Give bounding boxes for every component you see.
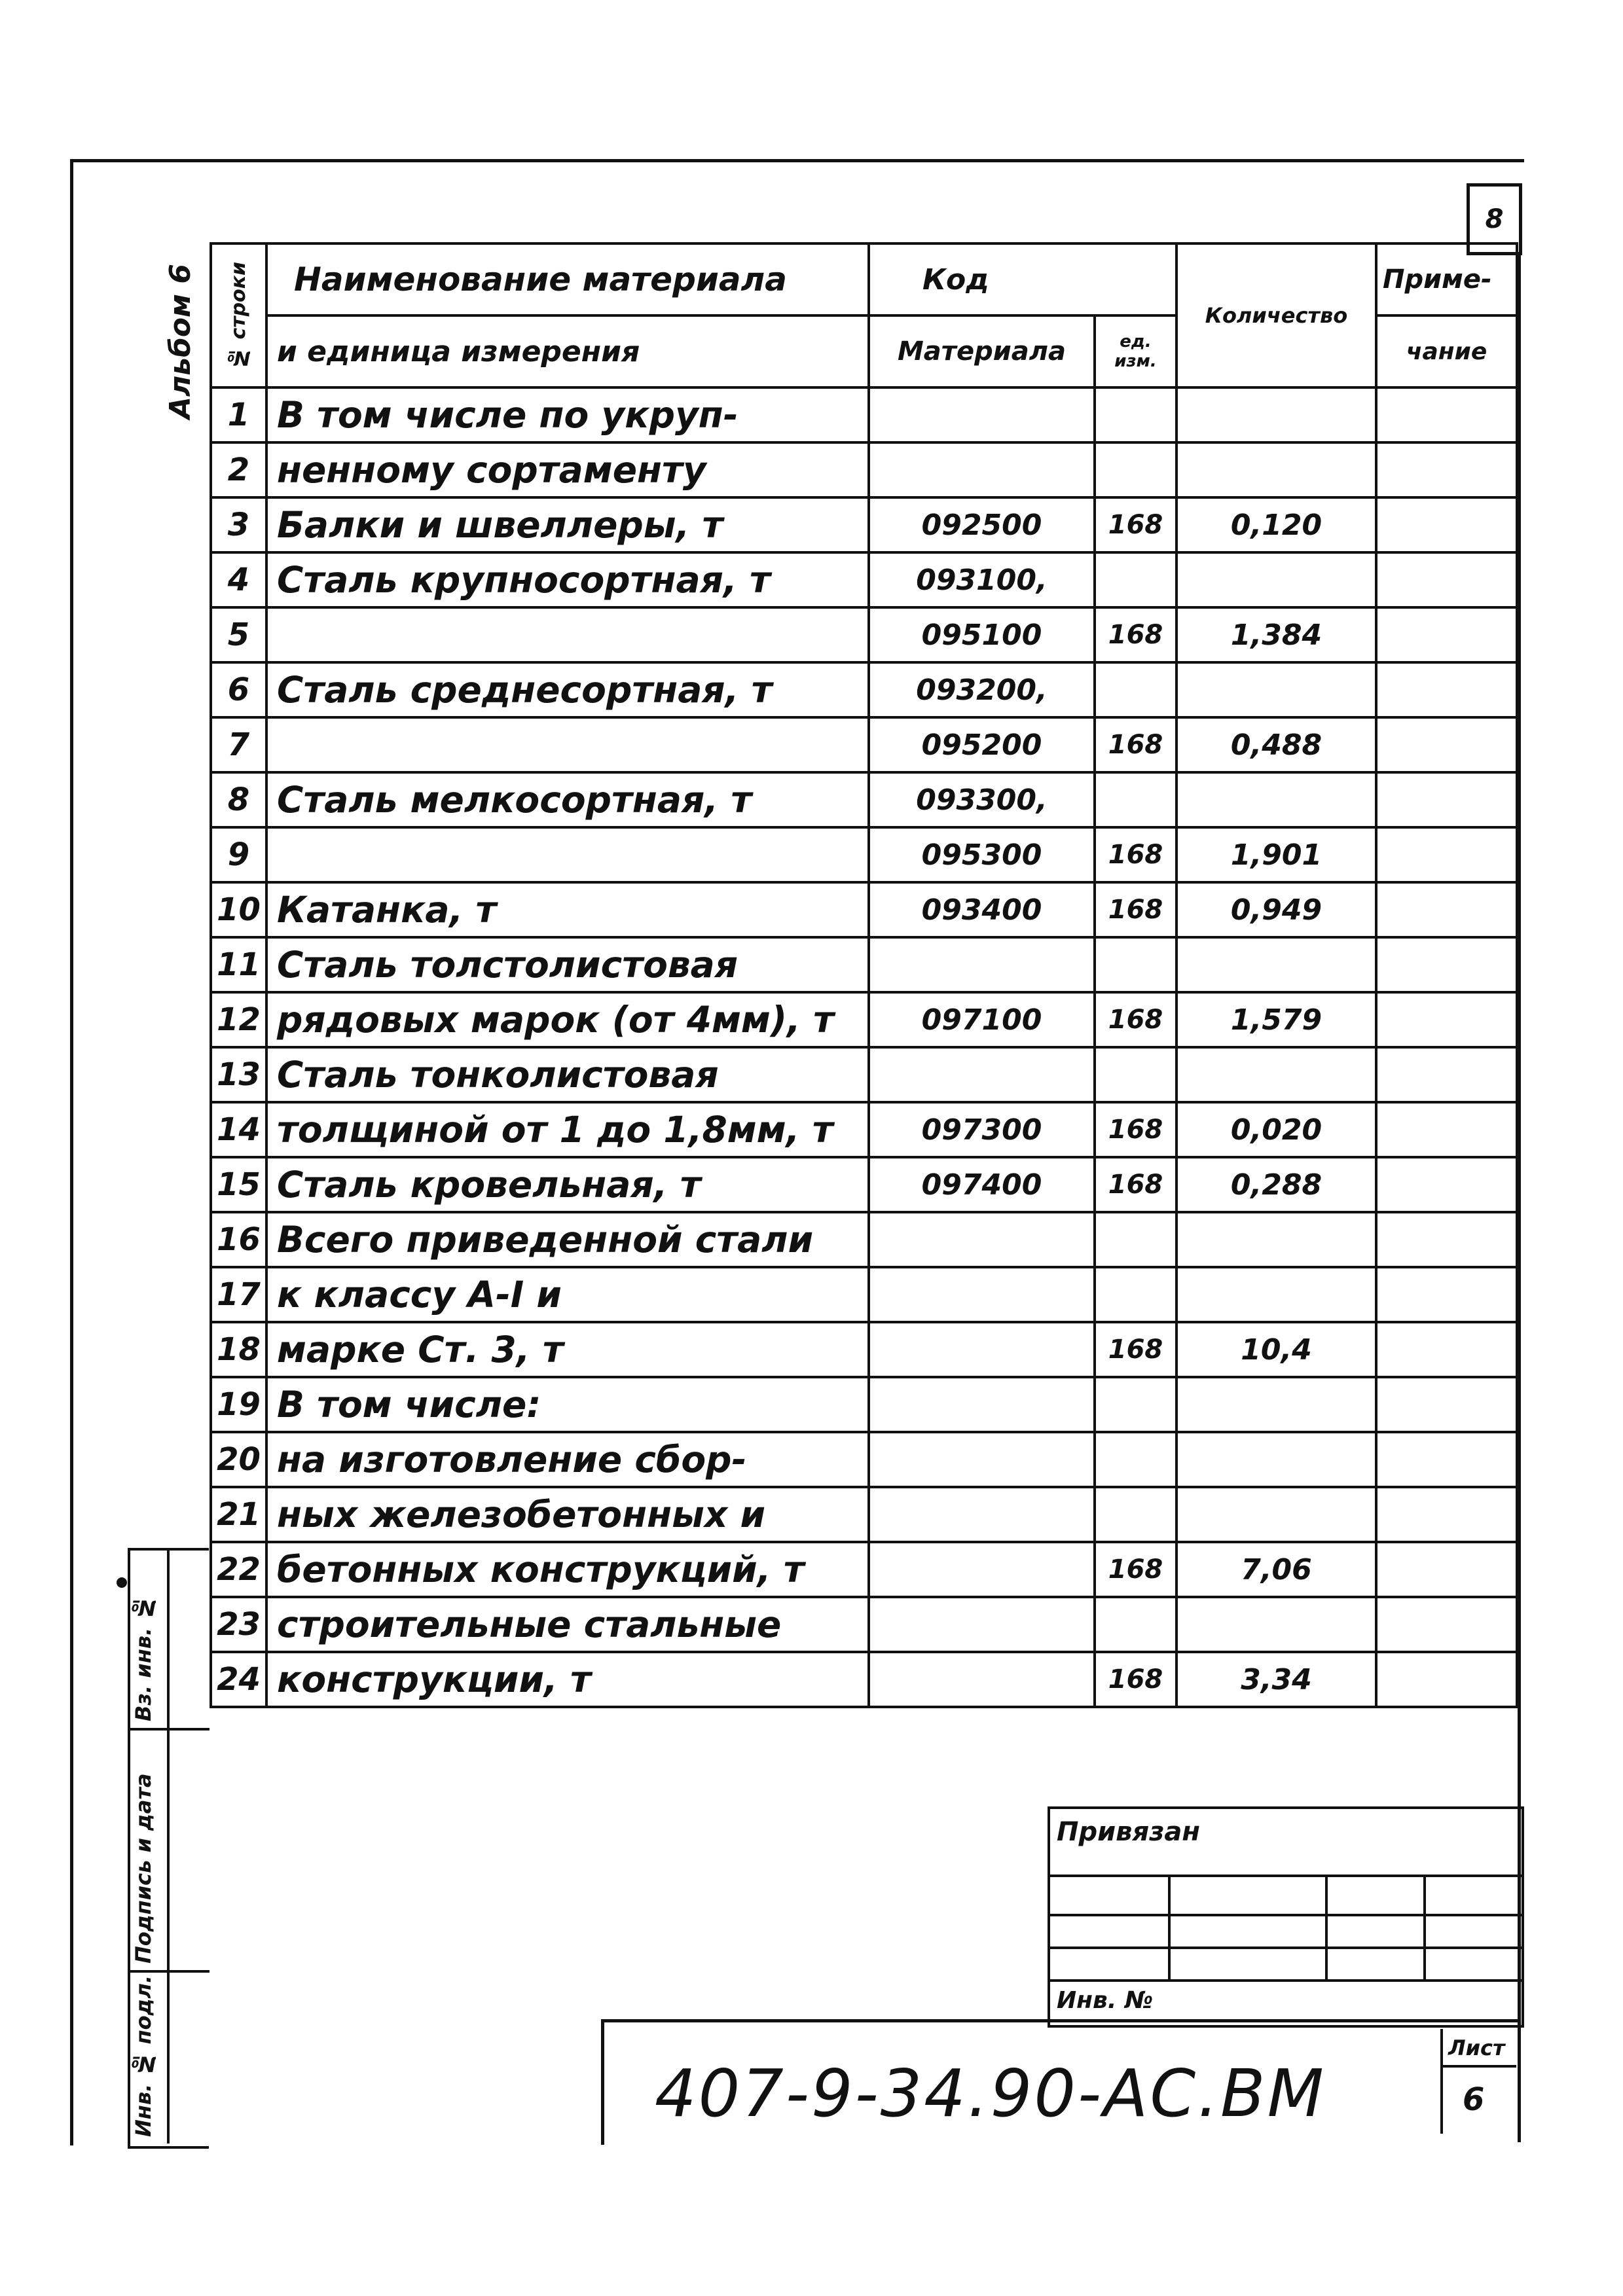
material-name-cell: Всего приведенной стали [266, 1212, 869, 1267]
privyazan-line-4 [1050, 1979, 1522, 1982]
row-number-cell: 21 [211, 1487, 266, 1542]
material-code-cell: 093100, [869, 552, 1095, 607]
row-number-cell: 1 [211, 387, 266, 442]
row-number-cell: 17 [211, 1267, 266, 1322]
material-name-cell: конструкции, т [266, 1652, 869, 1707]
table-row [211, 1322, 1517, 1377]
unit-code-cell: 168 [1095, 1322, 1176, 1377]
material-code-cell: 097300 [869, 1102, 1095, 1157]
table-row [211, 992, 1517, 1047]
note-cell [1376, 882, 1517, 937]
unit-code-cell: 168 [1095, 992, 1176, 1047]
privyazan-line-1 [1050, 1874, 1522, 1877]
quantity-cell [1176, 937, 1376, 992]
row-number-cell: 15 [211, 1157, 266, 1212]
unit-code-cell [1095, 552, 1176, 607]
material-code-cell [869, 1267, 1095, 1322]
unit-code-cell: 168 [1095, 717, 1176, 772]
unit-code-cell [1095, 772, 1176, 827]
table-row [211, 827, 1517, 882]
privyazan-col-2 [1325, 1874, 1328, 1979]
album-label: Альбом 6 [164, 264, 197, 419]
table-row [211, 607, 1517, 662]
quantity-cell [1176, 662, 1376, 717]
note-cell [1376, 1597, 1517, 1652]
quantity-cell [1176, 552, 1376, 607]
sheet-box-line [1443, 2065, 1516, 2068]
privyazan-col-3 [1423, 1874, 1426, 1979]
note-cell [1376, 717, 1517, 772]
unit-code-cell [1095, 1597, 1176, 1652]
note-cell [1376, 992, 1517, 1047]
row-number-cell: 8 [211, 772, 266, 827]
row-number-cell: 10 [211, 882, 266, 937]
quantity-cell [1176, 1597, 1376, 1652]
privyazan-line-2 [1050, 1914, 1522, 1916]
material-code-cell [869, 1322, 1095, 1377]
table-row [211, 497, 1517, 552]
material-name-cell: Сталь толстолистовая [266, 937, 869, 992]
row-number-cell: 14 [211, 1102, 266, 1157]
material-code-cell: 095100 [869, 607, 1095, 662]
materials-table [210, 242, 1518, 1708]
header-code: Код [869, 243, 1176, 315]
sheet-label: Лист [1448, 2036, 1505, 2060]
unit-code-cell [1095, 1212, 1176, 1267]
unit-code-cell: 168 [1095, 1102, 1176, 1157]
material-code-cell [869, 937, 1095, 992]
header-name-line1: Наименование материала [266, 243, 869, 315]
side-stamp-inv-replace: Вз. инв. № [131, 1595, 156, 1721]
table-row [211, 387, 1517, 442]
note-cell [1376, 1047, 1517, 1102]
note-cell [1376, 662, 1517, 717]
sheet-box [1440, 2029, 1516, 2134]
unit-code-cell [1095, 442, 1176, 497]
table-row [211, 882, 1517, 937]
table-row [211, 1542, 1517, 1597]
quantity-cell: 0,488 [1176, 717, 1376, 772]
side-stamp-inv-orig: Инв. № подл. [131, 1975, 156, 2137]
unit-code-cell [1095, 662, 1176, 717]
row-number-cell: 7 [211, 717, 266, 772]
privyazan-line-3 [1050, 1946, 1522, 1949]
row-number-cell: 24 [211, 1652, 266, 1707]
material-name-cell: ных железобетонных и [266, 1487, 869, 1542]
document-code: 407-9-34.90-АС.ВМ [655, 2055, 1326, 2132]
material-code-cell [869, 1047, 1095, 1102]
material-name-cell: к классу А-I и [266, 1267, 869, 1322]
material-name-cell: рядовых марок (от 4мм), т [266, 992, 869, 1047]
material-name-cell: Катанка, т [266, 882, 869, 937]
note-cell [1376, 827, 1517, 882]
table-row [211, 1102, 1517, 1157]
row-number-cell: 2 [211, 442, 266, 497]
table-row [211, 662, 1517, 717]
quantity-cell [1176, 387, 1376, 442]
sheet-number: 8 [1485, 204, 1504, 234]
side-stamp-line-2 [128, 1970, 210, 1973]
quantity-cell: 0,288 [1176, 1157, 1376, 1212]
table-row [211, 1652, 1517, 1707]
sheet-value: 6 [1463, 2081, 1485, 2118]
unit-code-cell [1095, 1267, 1176, 1322]
privyazan-title: Привязан [1057, 1817, 1201, 1847]
note-cell [1376, 552, 1517, 607]
header-note-line1: Приме- [1376, 243, 1517, 315]
row-number-cell: 5 [211, 607, 266, 662]
unit-code-cell [1095, 387, 1176, 442]
privyazan-block [1048, 1806, 1524, 2028]
unit-code-cell: 168 [1095, 1157, 1176, 1212]
material-code-cell: 097100 [869, 992, 1095, 1047]
material-code-cell [869, 1652, 1095, 1707]
material-code-cell: 097400 [869, 1157, 1095, 1212]
row-number-cell: 18 [211, 1322, 266, 1377]
table-row [211, 552, 1517, 607]
materials-table-body [211, 387, 1517, 1707]
side-stamp-line-1 [128, 1728, 210, 1731]
material-name-cell: Сталь крупносортная, т [266, 552, 869, 607]
material-name-cell: Сталь мелкосортная, т [266, 772, 869, 827]
note-cell [1376, 772, 1517, 827]
note-cell [1376, 1432, 1517, 1487]
header-code-material: Материала [869, 315, 1095, 387]
material-name-cell [266, 717, 869, 772]
unit-code-cell: 168 [1095, 827, 1176, 882]
material-code-cell: 093400 [869, 882, 1095, 937]
material-name-cell: Сталь тонколистовая [266, 1047, 869, 1102]
unit-code-cell [1095, 1377, 1176, 1432]
quantity-cell [1176, 1047, 1376, 1102]
material-name-cell: Сталь кровельная, т [266, 1157, 869, 1212]
note-cell [1376, 1212, 1517, 1267]
material-name-cell: Сталь среднесортная, т [266, 662, 869, 717]
row-number-cell: 22 [211, 1542, 266, 1597]
row-number-cell: 6 [211, 662, 266, 717]
row-number-cell: 3 [211, 497, 266, 552]
row-number-cell: 20 [211, 1432, 266, 1487]
side-stamp-divider [167, 1548, 170, 2144]
unit-code-cell: 168 [1095, 497, 1176, 552]
row-number-cell: 12 [211, 992, 266, 1047]
unit-code-cell: 168 [1095, 607, 1176, 662]
material-name-cell: В том числе: [266, 1377, 869, 1432]
table-row [211, 1212, 1517, 1267]
header-name-line2: и единица измерения [266, 315, 869, 387]
row-number-cell: 4 [211, 552, 266, 607]
quantity-cell: 3,34 [1176, 1652, 1376, 1707]
quantity-cell [1176, 772, 1376, 827]
punch-hole-mark [117, 1577, 127, 1588]
quantity-cell: 7,06 [1176, 1542, 1376, 1597]
quantity-cell [1176, 1432, 1376, 1487]
material-name-cell: на изготовление сбор- [266, 1432, 869, 1487]
table-row [211, 1377, 1517, 1432]
header-row-number: № строки [211, 243, 266, 387]
unit-code-cell: 168 [1095, 882, 1176, 937]
note-cell [1376, 387, 1517, 442]
note-cell [1376, 497, 1517, 552]
unit-code-cell [1095, 1432, 1176, 1487]
row-number-cell: 9 [211, 827, 266, 882]
row-number-cell: 16 [211, 1212, 266, 1267]
row-number-cell: 13 [211, 1047, 266, 1102]
note-cell [1376, 937, 1517, 992]
unit-code-cell [1095, 1047, 1176, 1102]
table-row [211, 1487, 1517, 1542]
quantity-cell: 1,579 [1176, 992, 1376, 1047]
quantity-cell [1176, 1212, 1376, 1267]
table-row [211, 937, 1517, 992]
material-name-cell: марке Ст. 3, т [266, 1322, 869, 1377]
note-cell [1376, 1542, 1517, 1597]
quantity-cell: 1,384 [1176, 607, 1376, 662]
note-cell [1376, 442, 1517, 497]
row-number-cell: 11 [211, 937, 266, 992]
unit-code-cell: 168 [1095, 1652, 1176, 1707]
material-code-cell: 093300, [869, 772, 1095, 827]
table-row [211, 1157, 1517, 1212]
quantity-cell: 0,020 [1176, 1102, 1376, 1157]
material-name-cell [266, 607, 869, 662]
material-code-cell [869, 387, 1095, 442]
material-name-cell: ненному сортаменту [266, 442, 869, 497]
unit-code-cell [1095, 1487, 1176, 1542]
material-code-cell: 092500 [869, 497, 1095, 552]
table-row [211, 717, 1517, 772]
header-code-unit: ед. изм. [1095, 315, 1176, 387]
side-stamp-sign-date: Подпись и дата [131, 1773, 156, 1964]
material-name-cell [266, 827, 869, 882]
material-name-cell: Балки и швеллеры, т [266, 497, 869, 552]
material-code-cell [869, 1432, 1095, 1487]
table-row [211, 772, 1517, 827]
quantity-cell: 0,120 [1176, 497, 1376, 552]
note-cell [1376, 1487, 1517, 1542]
unit-code-cell: 168 [1095, 1542, 1176, 1597]
quantity-cell [1176, 1377, 1376, 1432]
material-code-cell [869, 1377, 1095, 1432]
material-code-cell [869, 1542, 1095, 1597]
table-row [211, 1432, 1517, 1487]
table-row [211, 1267, 1517, 1322]
material-code-cell: 093200, [869, 662, 1095, 717]
material-name-cell: строительные стальные [266, 1597, 869, 1652]
privyazan-inv: Инв. № [1057, 1987, 1154, 2014]
row-number-cell: 19 [211, 1377, 266, 1432]
material-code-cell [869, 1212, 1095, 1267]
table-row [211, 442, 1517, 497]
quantity-cell: 0,949 [1176, 882, 1376, 937]
material-code-cell [869, 1597, 1095, 1652]
quantity-cell [1176, 1487, 1376, 1542]
quantity-cell: 10,4 [1176, 1322, 1376, 1377]
unit-code-cell [1095, 937, 1176, 992]
note-cell [1376, 607, 1517, 662]
note-cell [1376, 1652, 1517, 1707]
material-code-cell [869, 1487, 1095, 1542]
note-cell [1376, 1102, 1517, 1157]
note-cell [1376, 1322, 1517, 1377]
table-row [211, 1047, 1517, 1102]
material-code-cell [869, 442, 1095, 497]
row-number-cell: 23 [211, 1597, 266, 1652]
note-cell [1376, 1157, 1517, 1212]
quantity-cell [1176, 442, 1376, 497]
privyazan-col-1 [1168, 1874, 1171, 1979]
header-quantity: Количество [1176, 243, 1376, 387]
material-code-cell: 095200 [869, 717, 1095, 772]
material-name-cell: бетонных конструкций, т [266, 1542, 869, 1597]
table-row [211, 1597, 1517, 1652]
note-cell [1376, 1377, 1517, 1432]
quantity-cell [1176, 1267, 1376, 1322]
material-name-cell: В том числе по укруп- [266, 387, 869, 442]
header-note-line2: чание [1376, 315, 1517, 387]
quantity-cell: 1,901 [1176, 827, 1376, 882]
material-code-cell: 095300 [869, 827, 1095, 882]
material-name-cell: толщиной от 1 до 1,8мм, т [266, 1102, 869, 1157]
header-row-1 [211, 243, 1517, 315]
note-cell [1376, 1267, 1517, 1322]
